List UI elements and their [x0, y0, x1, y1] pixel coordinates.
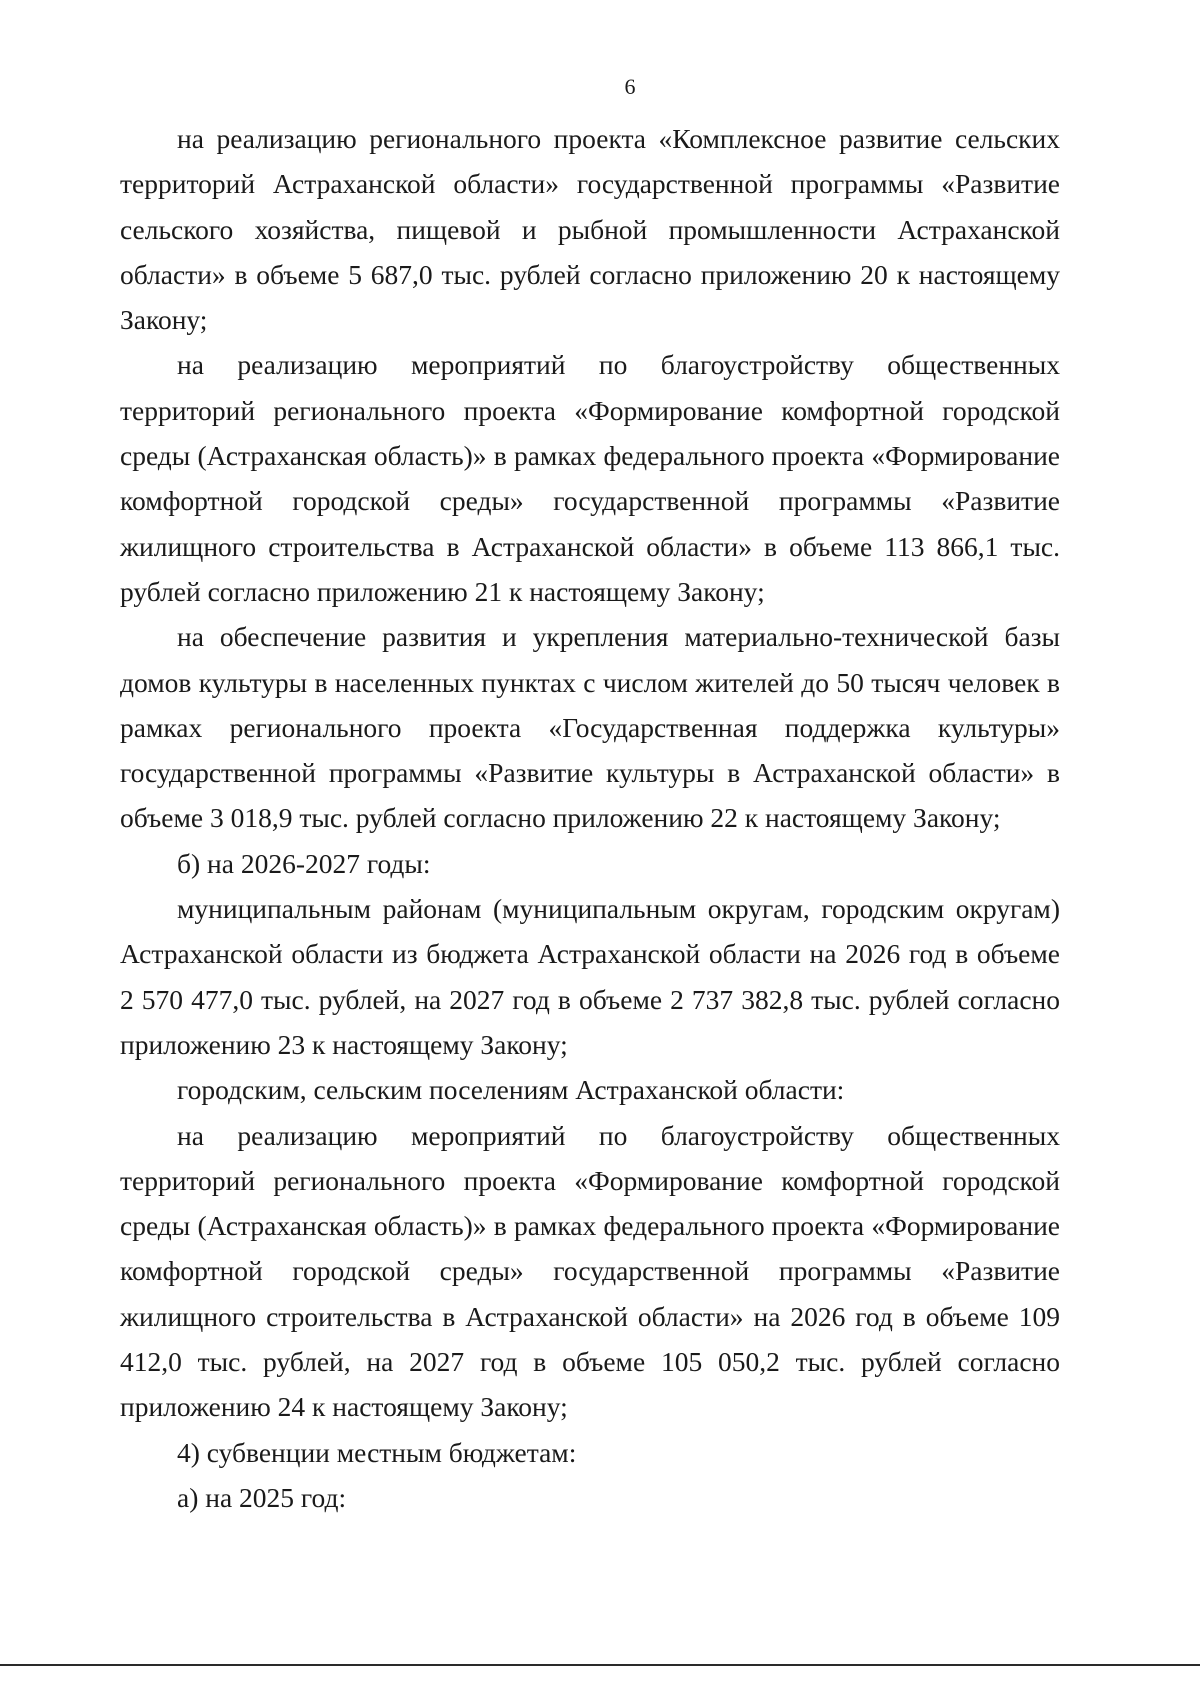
paragraph-regional-rural-project: на реализацию регионального проекта «Комплексное развитие сельских территорий Астраханской области» государственной программы «Развитие сельского хозяйства, пищевой и рыбной промышленности Астраханской области» в объеме 5 687,0 тыс. рублей согласно приложению 20 к настоящему Закону;: [120, 123, 1060, 336]
paragraph-culture-houses: на обеспечение развития и укрепления материально-технической базы домов культуры в населенных пунктах с числом жителей до 50 тысяч человек в рамках регионального проекта «Государственная поддержка культуры» государственной программы «Развитие культуры в Астраханской области» в объеме 3 018,9 тыс. рублей согласно приложению 22 к настоящему Закону;: [120, 621, 1060, 834]
paragraph-subheading-2025: а) на 2025 год:: [177, 1481, 347, 1513]
paragraph-subheading-2026-2027: б) на 2026-2027 годы:: [177, 847, 431, 879]
bottom-divider: [0, 1664, 1200, 1666]
paragraph-public-territories-2026-2027: на реализацию мероприятий по благоустройству общественных территорий регионального проекта «Формирование комфортной городской среды (Астраханская область)» в рамках федерального проекта «Формирование комфортной городской среды» государственной программы «Развитие жилищного строительства в Астраханской области» на 2026 год в объеме 109 412,0 тыс. рублей, на 2027 год в объеме 105 050,2 тыс. рублей согласно приложению 24 к настоящему Закону;: [120, 1119, 1060, 1423]
page-number: 6: [624, 74, 636, 99]
paragraph-subventions-heading: 4) субвенции местным бюджетам:: [177, 1436, 577, 1468]
document-body: [120, 116, 1060, 1520]
paragraph-municipal-districts: муниципальным районам (муниципальным округам, городским округам) Астраханской области из бюджета Астраханской области на 2026 год в объеме 2 570 477,0 тыс. рублей, на 2027 год в объеме 2 737 382,8 тыс. рублей согласно приложению 23 к настоящему Закону;: [120, 893, 1060, 1060]
paragraph-settlements: городским, сельским поселениям Астраханской области:: [177, 1074, 845, 1106]
paragraph-public-territories-2025: на реализацию мероприятий по благоустройству общественных территорий регионального проекта «Формирование комфортной городской среды (Астраханская область)» в рамках федерального проекта «Формирование комфортной городской среды» государственной программы «Развитие жилищного строительства в Астраханской области» в объеме 113 866,1 тыс. рублей согласно приложению 21 к настоящему Закону;: [120, 349, 1060, 607]
